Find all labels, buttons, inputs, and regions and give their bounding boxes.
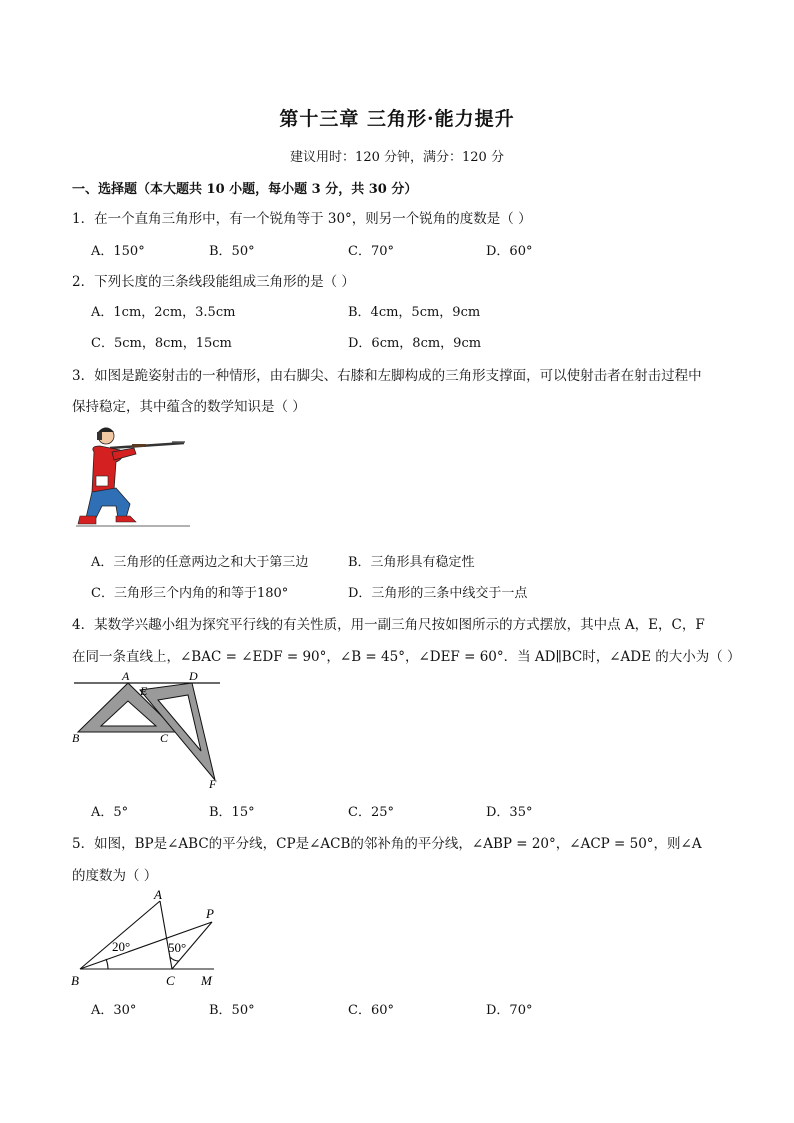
q4-option-a: A．5° xyxy=(91,805,129,820)
q3-option-d: D．三角形的三条中线交于一点 xyxy=(348,586,528,601)
q1-option-a: A．150° xyxy=(91,244,145,259)
angle-bisector-figure xyxy=(68,886,228,990)
set-square-figure xyxy=(70,668,230,790)
label-D: D xyxy=(189,669,198,683)
label-A: A xyxy=(154,887,162,902)
question-4-stem-line2: 在同一条直线上，∠BAC = ∠EDF = 90°，∠B = 45°，∠DEF = 60°．当 AD∥BC时，∠ADE 的大小为（ ） xyxy=(72,649,741,665)
question-4-stem-line1: 4．某数学兴趣小组为探究平行线的有关性质，用一副三角尺按如图所示的方式摆放，其中点 A，E，C，F xyxy=(72,617,705,633)
q1-option-d: D．60° xyxy=(486,244,533,259)
q4-option-c: C．25° xyxy=(348,805,394,820)
q2-option-d: D．6cm，8cm，9cm xyxy=(348,336,482,351)
label-B: B xyxy=(71,973,79,988)
q2-option-c: C．5cm，8cm，15cm xyxy=(91,336,232,351)
q4-option-b: B．15° xyxy=(209,805,255,820)
q5-option-a: A．30° xyxy=(91,1003,137,1018)
label-M: M xyxy=(201,973,212,988)
page-title: 第十三章 三角形·能力提升 xyxy=(279,108,515,130)
q5-option-d: D．70° xyxy=(486,1003,533,1018)
q1-option-b: B．50° xyxy=(209,244,255,259)
angle-label-20: 20° xyxy=(112,939,131,954)
question-3-stem-line1: 3．如图是跪姿射击的一种情形，由右脚尖、右膝和左脚构成的三角形支撑面，可以使射击者在射击过程中 xyxy=(72,368,702,384)
label-A: A xyxy=(122,669,130,683)
q2-option-a: A．1cm，2cm，3.5cm xyxy=(91,305,236,320)
q3-option-c: C．三角形三个内角的和等于180° xyxy=(91,586,289,601)
q4-option-d: D．35° xyxy=(486,805,533,820)
page-subtitle: 建议用时：120 分钟，满分：120 分 xyxy=(290,150,504,165)
label-E: E xyxy=(140,684,148,698)
q3-option-b: B．三角形具有稳定性 xyxy=(348,555,475,570)
q2-option-b: B．4cm，5cm，9cm xyxy=(348,305,481,320)
question-3-stem-line2: 保持稳定，其中蕴含的数学知识是（ ） xyxy=(72,399,306,415)
label-C: C xyxy=(166,973,175,988)
label-C: C xyxy=(160,731,169,745)
q3-option-a: A．三角形的任意两边之和大于第三边 xyxy=(91,555,309,570)
question-5-stem-line2: 的度数为（ ） xyxy=(72,868,158,884)
q5-option-c: C．60° xyxy=(348,1003,394,1018)
label-P: P xyxy=(206,906,214,921)
q5-option-b: B．50° xyxy=(209,1003,255,1018)
section-heading: 一、选择题（本大题共 10 小题，每小题 3 分，共 30 分） xyxy=(72,182,418,197)
question-5-stem-line1: 5．如图，BP是∠ABC的平分线，CP是∠ACB的邻补角的平分线，∠ABP = 20°，∠ACP = 50°，则∠A xyxy=(72,836,702,852)
label-B: B xyxy=(72,731,80,745)
question-2-stem: 2．下列长度的三条线段能组成三角形的是（ ） xyxy=(72,274,355,290)
q1-option-c: C．70° xyxy=(348,244,394,259)
label-F: F xyxy=(209,777,217,790)
shooter-figure xyxy=(72,418,192,533)
angle-label-50: 50° xyxy=(168,940,187,955)
question-1-stem: 1．在一个直角三角形中，有一个锐角等于 30°，则另一个锐角的度数是（ ） xyxy=(72,211,532,227)
